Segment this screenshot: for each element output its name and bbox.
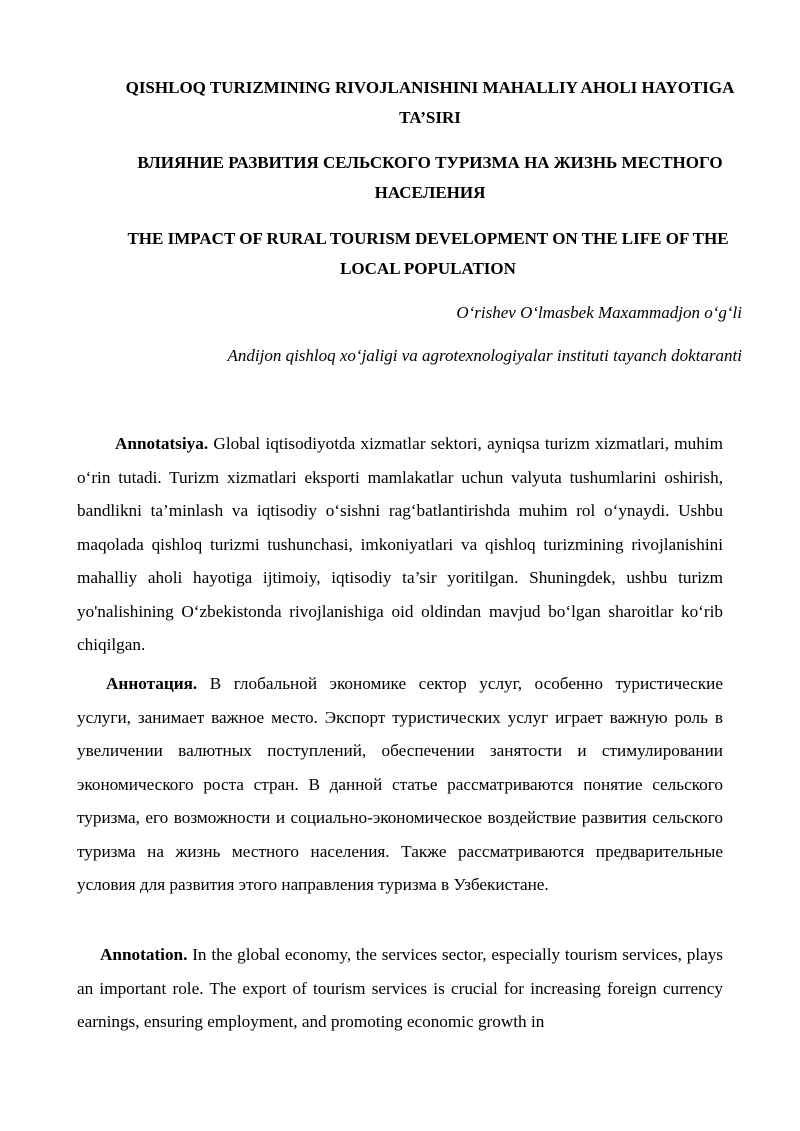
title-russian: ВЛИЯНИЕ РАЗВИТИЯ СЕЛЬСКОГО ТУРИЗМА НА ЖИЗНЬ МЕСТНОГО НАСЕЛЕНИЯ (137, 153, 723, 202)
abstract-russian-text: В глобальной экономике сектор услуг, особенно туристические услуги, занимает важное место. Экспорт туристических услуг играет важную роль в увеличении валютных поступлений, обеспечении занятости и стимулировании экономического роста стран. В данной статье рассматриваются понятие сельского туризма, его возможности и социально-экономическое воздействие развития сельского туризма на жизнь местного населения. Также рассматриваются предварительные условия для развития этого направления туризма в Узбекистане. (77, 674, 723, 894)
abstract-english-label: Annotation. (100, 945, 188, 964)
abstract-uzbek-text: Global iqtisodiyotda xizmatlar sektori, ayniqsa turizm xizmatlari, muhim o‘rin tutadi. Turizm xizmatlari eksporti mamlakatlar uchun valyuta tushumlarini oshirish, bandlikni ta’minlash va iqtisodiy o‘sishni rag‘batlantirishda muhim rol o‘ynaydi. Ushbu maqolada qishloq turizmi tushunchasi, imkoniyatlari va qishloq turizmining rivojlanishini mahalliy aholi hayotiga ijtimoiy, iqtisodiy ta’sir yoritilgan. Shuningdek, ushbu turizm yo'nalishining O‘zbekistonda rivojlanishiga oid oldindan mavjud bo‘lgan sharoitlar ko‘rib chiqilgan. (77, 434, 723, 654)
author-affiliation: Andijon qishloq xo‘jaligi va agrotexnologiyalar instituti tayanch doktaranti (227, 346, 742, 365)
abstract-english-text: In the global economy, the services sector, especially tourism services, plays an important role. The export of tourism services is crucial for increasing foreign currency earnings, ensuring employment, and promoting economic growth in (77, 945, 723, 1031)
author-name: O‘rishev O‘lmasbek Maxammadjon o‘g‘li (456, 303, 742, 322)
title-uzbek: QISHLOQ TURIZMINING RIVOJLANISHINI MAHALLIY AHOLI HAYOTIGA TA’SIRI (125, 78, 735, 127)
abstract-uzbek (77, 427, 723, 662)
abstract-russian (77, 667, 723, 902)
abstract-uzbek-label: Annotatsiya. (115, 434, 209, 453)
abstract-english (77, 938, 723, 1039)
title-english: THE IMPACT OF RURAL TOURISM DEVELOPMENT ON THE LIFE OF THE LOCAL POPULATION (127, 229, 729, 278)
abstract-russian-label: Аннотация. (106, 674, 198, 693)
